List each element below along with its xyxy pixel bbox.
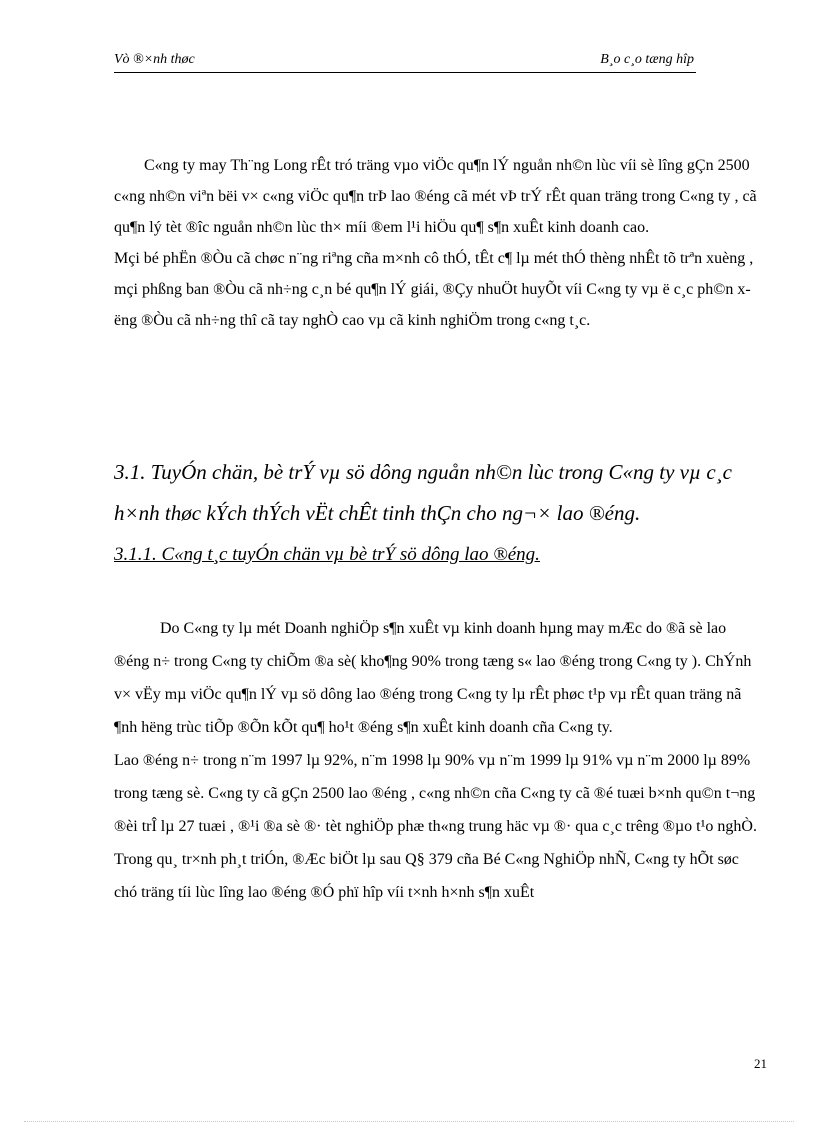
intro-text <box>114 150 759 336</box>
header-author: Vò ®×nh thøc <box>114 52 195 67</box>
section-heading-block <box>114 452 764 534</box>
header-report-title: B¸o c¸o tæng hîp <box>600 52 694 67</box>
subsection-heading: 3.1.1. C«ng t¸c tuyÓn chän vµ bè trÝ sö dông lao ®éng. <box>114 544 540 565</box>
subsection-heading-block <box>114 540 764 570</box>
page-bottom-divider <box>24 1121 794 1122</box>
paragraph: Do C«ng ty lµ mét Doanh nghiÖp s¶n xuÊt vµ kinh doanh hµng may mÆc do ®ã sè lao ®éng n÷ trong C«ng ty chiÕm ®a sè( kho¶ng 90% trong tæng s« lao ®éng trong C«ng ty ). ChÝnh v× vËy mµ viÖc qu¶n lÝ vµ sö dông lao ®éng trong C«ng ty lµ rÊt phøc t¹p vµ rÊt quan träng nã ¶nh hëng trùc tiÕp ®Õn kÕt qu¶ ho¹t ®éng s¶n xuÊt kinh doanh cña C«ng ty. <box>114 620 752 736</box>
page-number: 21 <box>754 1056 767 1071</box>
paragraph: Trong qu¸ tr×nh ph¸t triÓn, ®Æc biÖt lµ sau Q§ 379 cña Bé C«ng NghiÖp nhÑ, C«ng ty hÕt søc chó träng tíi lùc lîng lao ®éng ®Ó phï hîp víi t×nh h×nh s¶n xuÊt <box>114 851 739 901</box>
paragraph: Lao ®éng n÷ trong n¨m 1997 lµ 92%, n¨m 1998 lµ 90% vµ n¨m 1999 lµ 91% vµ n¨m 2000 lµ 89% trong tæng sè. C«ng ty cã gÇn 2500 lao ®éng , c«ng nh©n cña C«ng ty cã ®é tuæi b×nh qu©n t¬ng ®èi trÎ lµ 27 tuæi , ®¹i ®a sè ®· tèt nghiÖp phæ th«ng trung häc vµ ®· qua c¸c trêng ®µo t¹o nghÒ. <box>114 752 757 835</box>
paragraph: Mçi bé phËn ®Òu cã chøc n¨ng riªng cña m×nh cô thÓ, tÊt c¶ lµ mét thÓ thèng nhÊt tõ trªn xuèng , mçi phßng ban ®Òu cã nh÷ng c¸n bé qu¶n lÝ giái, ®Çy nhuÖt huyÕt víi C«ng ty vµ ë c¸c ph©n xëng ®Òu cã nh÷ng thî cã tay nghÒ cao vµ cã kinh nghiÖm trong c«ng t¸c. <box>114 250 754 329</box>
page-header <box>114 52 696 73</box>
paragraph: C«ng ty may Th¨ng Long rÊt tró träng vµo viÖc qu¶n lÝ nguån nh©n lùc víi sè lîng gÇn 2500 c«ng nh©n viªn bëi v× c«ng viÖc qu¶n trÞ lao ®éng cã mét vÞ trÝ rÊt quan träng trong C«ng ty , cã qu¶n lý tèt ®îc nguån nh©n lùc th× míi ®em l¹i hiÖu qu¶ s¶n xuÊt kinh doanh cao. <box>114 157 757 236</box>
section-body <box>114 612 764 909</box>
section-heading: 3.1. TuyÓn chän, bè trÝ vµ sö dông nguån nh©n lùc trong C«ng ty vµ c¸c h×nh thøc kÝch thÝch vËt chÊt tinh thÇn cho ng¬× lao ®éng. <box>114 460 732 525</box>
